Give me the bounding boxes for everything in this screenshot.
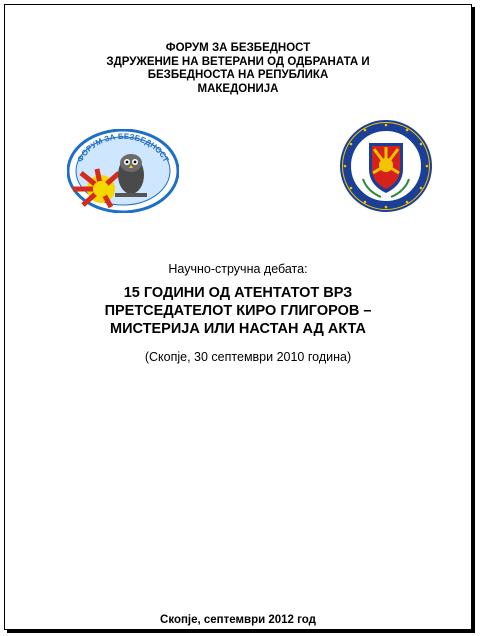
org-line-2: ЗДРУЖЕНИЕ НА ВЕТЕРАНИ ОД ОДБРАНАТА И (106, 55, 370, 68)
org-line-3: БЕЗБЕДНОСТА НА РЕПУБЛИКА (147, 69, 329, 81)
event-date: (Скопје, 30 септември 2010 година) (144, 350, 352, 364)
org-line-4: МАКЕДОНИЈА (197, 82, 279, 95)
org-line-1: ФОРУМ ЗА БЕЗБЕДНОСТ (165, 42, 311, 54)
document-page (4, 4, 472, 630)
forum-logo (67, 129, 179, 213)
title-line-3: МИСТЕРИЈА ИЛИ НАСТАН АД АКТА (110, 321, 366, 337)
logo-arc-text: ФОРУМ ЗА БЕЗБЕДНОСТ (75, 131, 171, 164)
publication-place-date: Скопје, септември 2012 год (160, 614, 316, 626)
organization-header (5, 42, 471, 96)
document-title (5, 284, 471, 338)
veterans-emblem (339, 119, 433, 213)
title-line-2: ПРЕТСЕДАТЕЛОТ КИРО ГЛИГОРОВ – (104, 303, 372, 319)
title-line-1: 15 ГОДИНИ ОД АТЕНТАТОТ ВРЗ (123, 285, 353, 301)
debate-subtitle: Научно-стручна дебата: (168, 262, 308, 276)
